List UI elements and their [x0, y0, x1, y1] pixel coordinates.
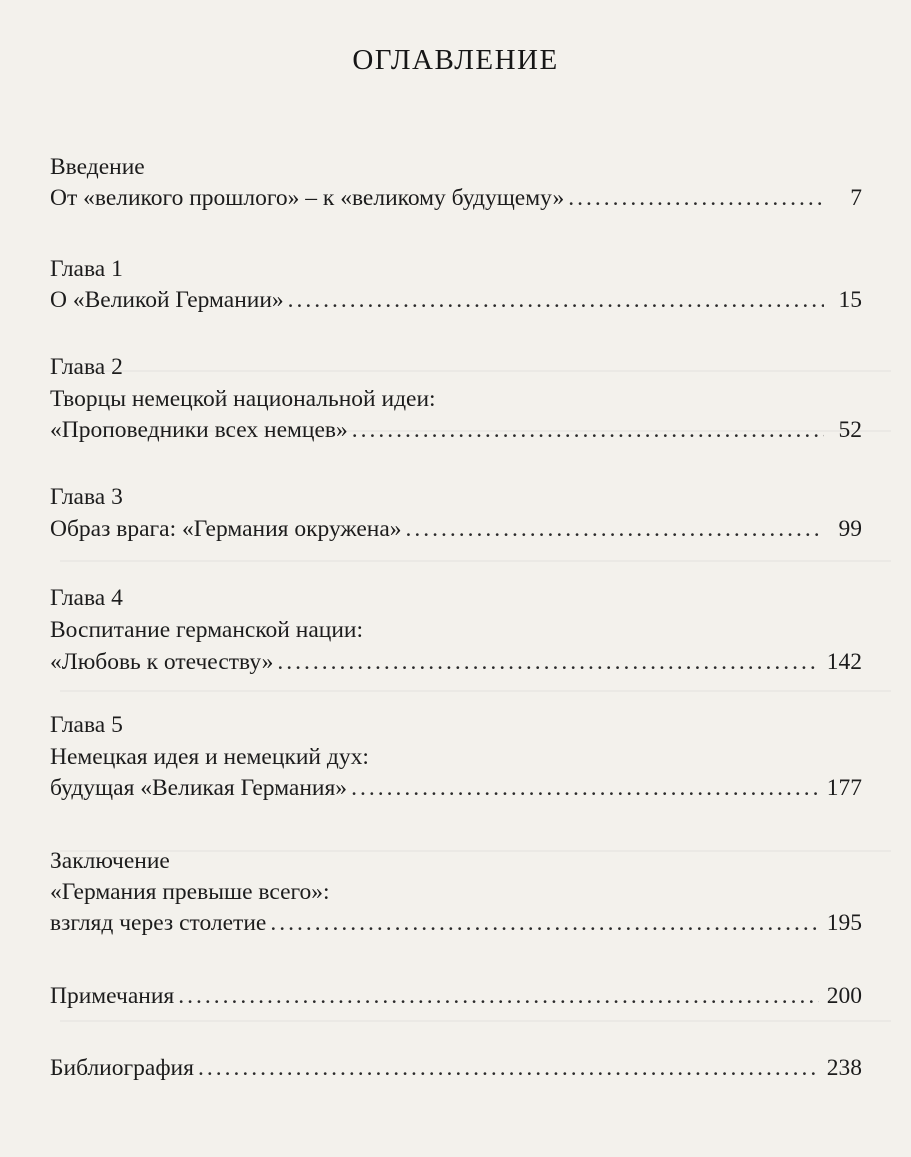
page-number: 142	[826, 649, 862, 675]
bleed-through-line	[60, 1020, 891, 1022]
toc-entry-conclusion[interactable]	[50, 908, 862, 938]
toc-entry-subtitle: Творцы немецкой национальной идеи:	[50, 386, 436, 412]
leader-dots	[288, 285, 824, 315]
leader-dots	[277, 647, 818, 677]
section-heading-chapter-1: Глава 1	[50, 256, 123, 282]
toc-entry-title: О «Великой Германии»	[50, 287, 284, 313]
page-title: ОГЛАВЛЕНИЕ	[352, 44, 559, 76]
toc-entry-title: взгляд через столетие	[50, 910, 267, 936]
page-number: 177	[826, 775, 862, 801]
toc-entry-chapter-4[interactable]	[50, 647, 862, 677]
toc-entry-title: От «великого прошлого» – к «великому будущему»	[50, 185, 565, 211]
page-number: 99	[838, 516, 862, 542]
leader-dots	[351, 773, 819, 803]
toc-entry-subtitle: «Германия превыше всего»:	[50, 879, 330, 905]
toc-entry-subtitle: Воспитание германской нации:	[50, 617, 364, 643]
page-number: 15	[838, 287, 862, 313]
leader-dots	[568, 183, 824, 213]
leader-dots	[406, 514, 824, 544]
toc-entry-title: будущая «Великая Германия»	[50, 775, 348, 801]
section-heading-intro: Введение	[50, 154, 145, 180]
bleed-through-line	[60, 560, 891, 562]
leader-dots	[352, 415, 824, 445]
toc-entry-notes[interactable]	[50, 981, 862, 1011]
page-number: 200	[826, 983, 862, 1009]
toc-entry-title: «Проповедники всех немцев»	[50, 417, 348, 443]
toc-entry-title: Примечания	[50, 983, 175, 1009]
section-heading-conclusion: Заключение	[50, 848, 170, 874]
section-heading-chapter-2: Глава 2	[50, 354, 123, 380]
toc-entry-subtitle: Немецкая идея и немецкий дух:	[50, 744, 369, 770]
section-heading-chapter-4: Глава 4	[50, 585, 123, 611]
page-number: 238	[826, 1055, 862, 1081]
section-heading-chapter-3: Глава 3	[50, 484, 123, 510]
bleed-through-line	[60, 690, 891, 692]
page-number: 195	[826, 910, 862, 936]
toc-entry-chapter-2[interactable]	[50, 415, 862, 445]
toc-entry-title: Образ врага: «Германия окружена»	[50, 516, 402, 542]
toc-entry-intro[interactable]	[50, 183, 862, 213]
toc-entry-bibliography[interactable]	[50, 1053, 862, 1083]
toc-entry-title: Библиография	[50, 1055, 194, 1081]
toc-entry-title: «Любовь к отечеству»	[50, 649, 274, 675]
toc-entry-chapter-1[interactable]	[50, 285, 862, 315]
toc-entry-chapter-3[interactable]	[50, 514, 862, 544]
section-heading-chapter-5: Глава 5	[50, 712, 123, 738]
leader-dots	[198, 1053, 819, 1083]
page-number: 7	[850, 185, 862, 211]
leader-dots	[270, 908, 818, 938]
leader-dots	[178, 981, 819, 1011]
page-number: 52	[838, 417, 862, 443]
toc-entry-chapter-5[interactable]	[50, 773, 862, 803]
